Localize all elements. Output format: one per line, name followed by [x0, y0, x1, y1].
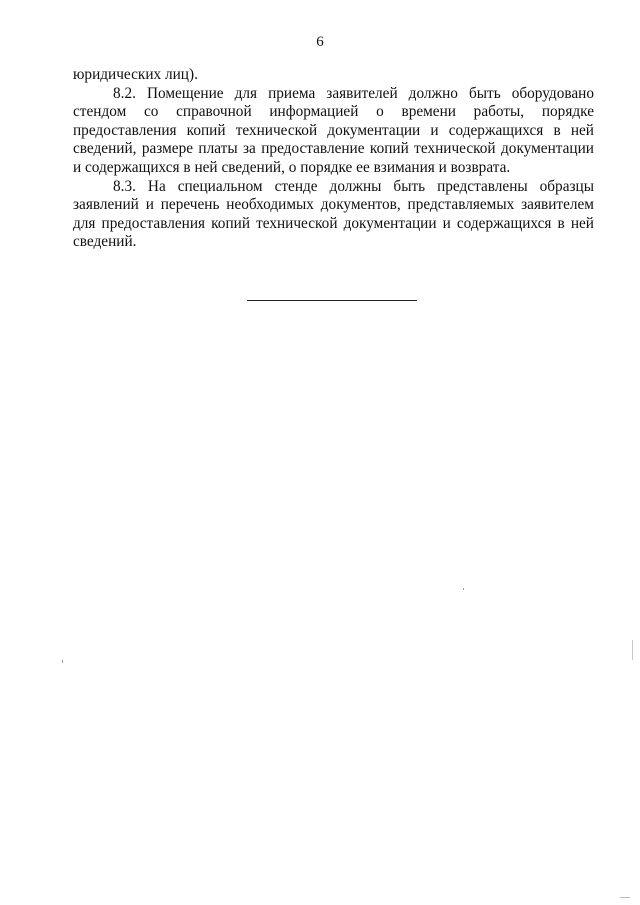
scan-artifact — [463, 588, 464, 590]
paragraph-8-2: 8.2. Помещение для приема заявителей должно быть оборудовано стендом со справочной информацией о времени работы, порядке предоставления копий технической документации и содержащихся в ней сведений, размере платы за предоставление копий технической документации и содержащихся в ней сведений, о порядке ее взимания и возврата. — [73, 84, 594, 176]
document-body — [73, 66, 594, 252]
scan-artifact — [62, 660, 63, 663]
scan-artifact — [620, 897, 630, 898]
paragraph-continuation: юридических лиц). — [73, 66, 198, 83]
end-separator-line — [247, 300, 417, 301]
paragraph-8-3: 8.3. На специальном стенде должны быть представлены образцы заявлений и перечень необходимых документов, представляемых заявителем для предоставления копий технической документации и содержащихся в ней сведений. — [73, 177, 594, 251]
page-number: 6 — [316, 34, 324, 50]
scan-artifact — [632, 640, 633, 660]
